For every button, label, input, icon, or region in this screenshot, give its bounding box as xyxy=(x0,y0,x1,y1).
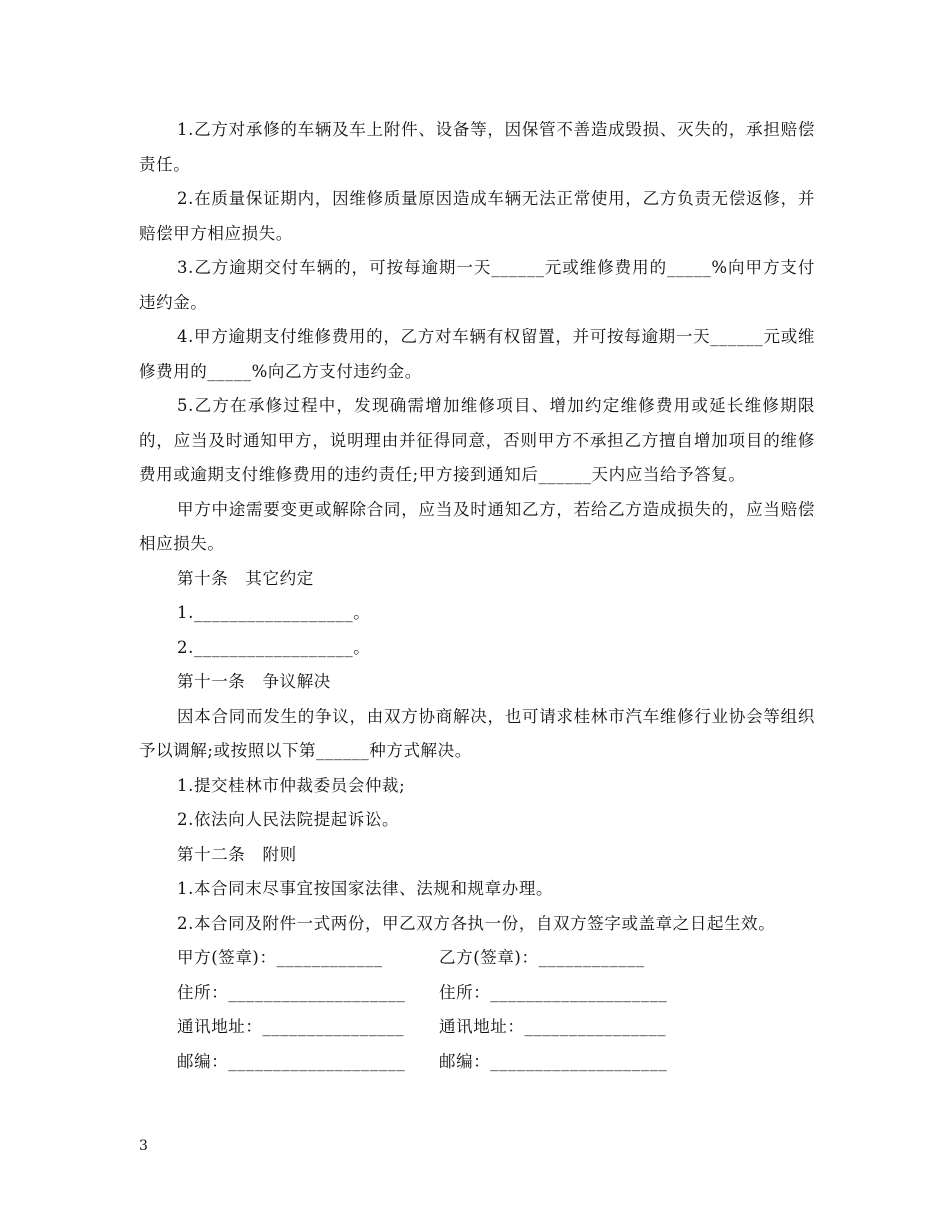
clause-paragraph: 1.提交桂林市仲裁委员会仲裁; xyxy=(177,775,406,795)
clause-paragraph: 4.甲方逾期支付维修费用的，乙方对车辆有权留置，并可按每逾期一天______元或维修费用的_____%向乙方支付违约金。 xyxy=(139,327,815,381)
party-a-signature: 甲方(签章)：____________ xyxy=(177,948,383,967)
article-heading: 第十条 其它约定 xyxy=(177,568,314,588)
clause-paragraph: 2.依法向人民法院提起诉讼。 xyxy=(177,810,400,829)
signature-row xyxy=(139,1045,815,1080)
signature-row xyxy=(139,1010,815,1045)
clause-paragraph: 2.__________________。 xyxy=(177,637,371,657)
party-a-postcode: 邮编：____________________ xyxy=(177,1051,406,1071)
party-b-postcode: 邮编：____________________ xyxy=(439,1051,668,1071)
clause-paragraph: 5.乙方在承修过程中，发现确需增加维修项目、增加约定维修费用或延长维修期限的，应当及时通知甲方，说明理由并征得同意，否则甲方不承担乙方擅自增加项目的维修费用或逾期支付维修费用的违约责任;甲方接到通知后______天内应当给予答复。 xyxy=(139,396,815,484)
party-a-mailing-address: 通讯地址：________________ xyxy=(177,1017,405,1036)
clause-paragraph: 甲方中途需要变更或解除合同，应当及时通知乙方，若给乙方造成损失的，应当赔偿相应损失。 xyxy=(139,499,815,553)
party-a-address: 住所：____________________ xyxy=(177,982,406,1002)
clause-paragraph: 1.本合同末尽事宜按国家法律、法规和规章办理。 xyxy=(177,879,554,898)
clause-paragraph: 1.__________________。 xyxy=(177,603,371,622)
article-heading: 第十二条 附则 xyxy=(177,844,297,864)
clause-paragraph: 1.乙方对承修的车辆及车上附件、设备等，因保管不善造成毁损、灭失的，承担赔偿责任。 xyxy=(139,120,815,174)
clause-paragraph: 2.本合同及附件一式两份，甲乙双方各执一份，自双方签字或盖章之日起生效。 xyxy=(177,913,776,933)
party-b-signature: 乙方(签章)：____________ xyxy=(439,948,645,967)
clause-paragraph: 2.在质量保证期内，因维修质量原因造成车辆无法正常使用，乙方负责无偿返修，并赔偿甲方相应损失。 xyxy=(139,189,815,243)
document-body xyxy=(139,113,815,1079)
page-number: 3 xyxy=(139,1138,148,1154)
clause-paragraph: 因本合同而发生的争议，由双方协商解决，也可请求桂林市汽车维修行业协会等组织予以调解;或按照以下第______种方式解决。 xyxy=(139,706,815,760)
party-b-address: 住所：____________________ xyxy=(439,982,668,1002)
article-heading: 第十一条 争议解决 xyxy=(177,672,331,691)
party-b-mailing-address: 通讯地址：________________ xyxy=(439,1017,667,1036)
clause-paragraph: 3.乙方逾期交付车辆的，可按每逾期一天______元或维修费用的_____%向甲方支付违约金。 xyxy=(139,258,815,312)
signature-row xyxy=(139,976,815,1011)
signature-row xyxy=(139,941,815,976)
signature-block xyxy=(139,941,815,1079)
